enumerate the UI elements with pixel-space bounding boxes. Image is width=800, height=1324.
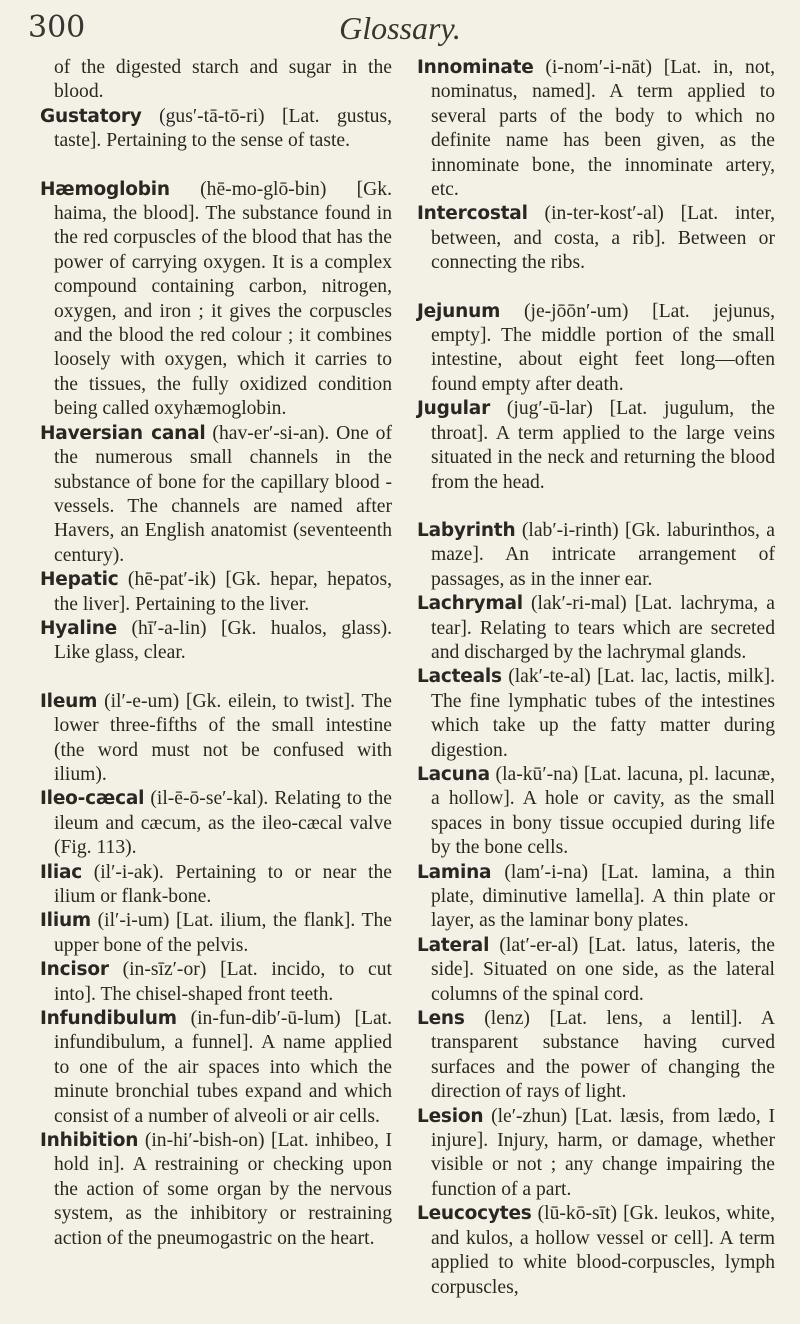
glossary-entry <box>40 861 392 910</box>
glossary-term: Labyrinth <box>417 519 516 541</box>
glossary-entry <box>417 934 775 1007</box>
glossary-entry <box>40 105 392 154</box>
glossary-entry <box>40 422 392 568</box>
glossary-term: Lateral <box>417 934 490 956</box>
glossary-entry <box>417 56 775 202</box>
glossary-term: Hyaline <box>40 617 118 639</box>
entry-spacer <box>417 276 775 300</box>
glossary-term: Lachrymal <box>417 593 523 615</box>
glossary-definition: (lab′-i-rinth) [Gk. laburinthos, a maze]. An intricate arrangement of passages, as in the inner ear. <box>431 519 775 590</box>
glossary-definition: (lam′-i-na) [Lat. lamina, a thin plate, diminutive lamella]. A thin plate or layer, as the laminar bony plates. <box>431 861 775 932</box>
glossary-definition: (lat′-er-al) [Lat. latus, lateris, the side]. Situated on one side, as the lateral columns of the spinal cord. <box>431 934 775 1005</box>
glossary-entry <box>40 909 392 958</box>
glossary-definition: (in-sīz′-or) [Lat. incido, to cut into]. The chisel-shaped front teeth. <box>54 959 392 1005</box>
glossary-entry <box>417 397 775 495</box>
glossary-entry <box>417 519 775 592</box>
glossary-entry <box>40 1007 392 1129</box>
glossary-definition: (il′-i-ak). Pertaining to or near the ilium or flank-bone. <box>54 861 392 907</box>
glossary-entry <box>417 1202 775 1300</box>
glossary-entry <box>40 56 392 105</box>
glossary-entry <box>40 617 392 666</box>
glossary-entry <box>417 202 775 275</box>
page-header <box>28 10 772 50</box>
glossary-definition: (il′-e-um) [Gk. eilein, to twist]. The lower three-fifths of the small intestine (the word must not be confused with ilium). <box>54 690 392 785</box>
glossary-term: Gustatory <box>40 105 142 127</box>
glossary-term: Ileum <box>40 690 98 712</box>
glossary-definition: (jug′-ū-lar) [Lat. jugulum, the throat]. A term applied to the large veins situated in the neck and returning the blood from the head. <box>431 398 775 493</box>
glossary-term: Lacteals <box>417 666 502 688</box>
glossary-definition: (la-kū′-na) [Lat. lacuna, pl. lacunæ, a hollow]. A hole or cavity, as the small spaces in bony tissue occupied during life by the bone cells. <box>431 763 775 859</box>
glossary-definition: (je-jōōn′-um) [Lat. jejunus, empty]. The middle portion of the small intestine, about eight feet long—often found empty after death. <box>431 300 775 395</box>
glossary-definition: (i-nom′-i-nāt) [Lat. in, not, nominatus, named]. A term applied to several parts of the body to which no definite name has been given, as the innominate bone, the innominate artery, etc. <box>431 57 775 201</box>
glossary-definition: (il′-i-um) [Lat. ilium, the flank]. The upper bone of the pelvis. <box>54 910 392 956</box>
left-column <box>40 56 392 1251</box>
glossary-entry <box>417 592 775 665</box>
glossary-term: Jejunum <box>417 300 501 322</box>
glossary-term: Hæmoglobin <box>40 178 170 200</box>
glossary-entry <box>40 690 392 788</box>
entry-spacer <box>40 154 392 178</box>
glossary-term: Jugular <box>417 398 491 420</box>
glossary-term: Lamina <box>417 861 492 883</box>
glossary-entry <box>417 861 775 934</box>
glossary-term: Lens <box>417 1008 465 1030</box>
glossary-term: Innominate <box>417 57 534 78</box>
glossary-entry <box>417 1007 775 1105</box>
glossary-definition: (le′-zhun) [Lat. læsis, from lædo, I injure]. Injury, harm, or damage, whether visible or not ; any change impairing the function of a part. <box>431 1105 775 1200</box>
entry-spacer <box>417 495 775 519</box>
glossary-term: Hepatic <box>40 569 119 591</box>
glossary-term: Haversian canal <box>40 422 206 444</box>
glossary-term: Ileo-cæcal <box>40 788 145 810</box>
glossary-definition: (hē-mo-glō-bin) [Gk. haima, the blood]. The substance found in the red corpuscles of the blood that has the power of carrying oxygen. It is a complex compound containing carbon, nitrogen, oxygen, and iron ; it gives the corpuscles and the blood the red colour ; it combines loosely with oxygen, which it carries to the tissues, the fully oxidized condition being called oxyhæmoglobin. <box>54 178 392 420</box>
glossary-term: Lesion <box>417 1105 484 1127</box>
glossary-definition: of the digested starch and sugar in the blood. <box>54 57 392 103</box>
glossary-term: Lacuna <box>417 763 490 785</box>
glossary-definition: (lak′-te-al) [Lat. lac, lactis, milk]. The fine lymphatic tubes of the intestines which take up the fatty matter during digestion. <box>431 666 775 761</box>
glossary-definition: (in-hi′-bish-on) [Lat. inhibeo, I hold in]. A restraining or checking upon the action of some organ by the nervous system, as the inhibitory or restraining action of the pneumogastric on the heart. <box>54 1130 392 1249</box>
glossary-entry <box>40 568 392 617</box>
right-column <box>417 56 775 1300</box>
glossary-definition: (in-fun-dib′-ū-lum) [Lat. infundibulum, a funnel]. A name applied to one of the air spaces into which the minute bronchial tubes expand and which consist of a number of alveoli or air cells. <box>54 1008 392 1127</box>
glossary-entry <box>40 178 392 422</box>
glossary-definition: (gus′-tā-tō-ri) [Lat. gustus, taste]. Pertaining to the sense of taste. <box>54 105 392 152</box>
running-title: Glossary. <box>339 10 461 46</box>
glossary-entry <box>417 1105 775 1203</box>
glossary-definition: (hē-pat′-ik) [Gk. hepar, hepatos, the liver]. Pertaining to the liver. <box>54 569 392 615</box>
glossary-definition: (il-ē-ō-se′-kal). Relating to the ileum and cæcum, as the ileo-cæcal valve (Fig. 113). <box>54 788 392 859</box>
glossary-term: Inhibition <box>40 1130 139 1152</box>
glossary-definition: (lū-kō-sīt) [Gk. leukos, white, and kulos, a hollow vessel or cell]. A term applied to white blood-corpuscles, lymph corpuscles, <box>431 1203 775 1298</box>
entry-spacer <box>40 666 392 690</box>
glossary-definition: (in-ter-kost′-al) [Lat. inter, between, and costa, a rib]. Between or connecting the ribs. <box>431 203 775 274</box>
glossary-entry <box>40 1129 392 1251</box>
glossary-term: Ilium <box>40 910 92 932</box>
glossary-entry <box>417 665 775 763</box>
glossary-term: Leucocytes <box>417 1203 532 1225</box>
page-number: 300 <box>28 10 86 45</box>
glossary-entry <box>40 958 392 1007</box>
glossary-term: Infundibulum <box>40 1008 177 1030</box>
glossary-definition: (hav-er′-si-an). One of the numerous small channels in the substance of bone for the capillary blood - vessels. The channels are named after Havers, an English anatomist (seventeenth century). <box>54 422 393 566</box>
glossary-definition: (hī′-a-lin) [Gk. hualos, glass). Like glass, clear. <box>54 617 392 664</box>
glossary-definition: (lenz) [Lat. lens, a lentil]. A transparent substance having curved surfaces and the power of changing the direction of rays of light. <box>431 1008 775 1103</box>
glossary-entry <box>417 300 775 398</box>
glossary-entry <box>417 763 775 861</box>
glossary-term: Intercostal <box>417 203 528 225</box>
glossary-definition: (lak′-ri-mal) [Lat. lachryma, a tear]. Relating to tears which are secreted and discharged by the lachrymal glands. <box>431 593 775 663</box>
glossary-entry <box>40 787 392 860</box>
glossary-term: Iliac <box>40 861 83 883</box>
glossary-term: Incisor <box>40 959 109 981</box>
